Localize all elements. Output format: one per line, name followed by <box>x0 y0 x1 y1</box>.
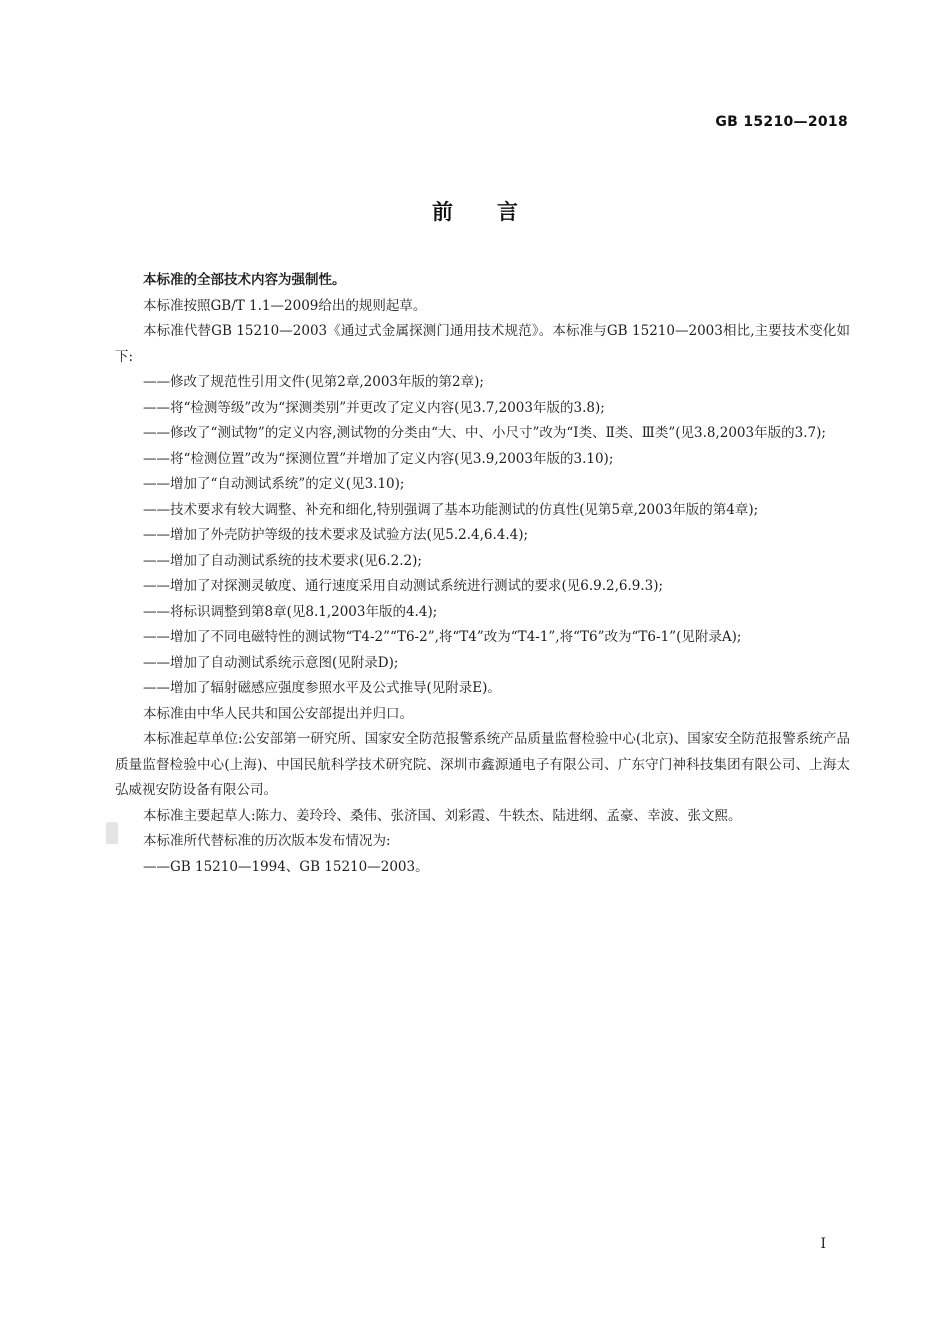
list-item: ——技术要求有较大调整、补充和细化,特别强调了基本功能测试的仿真性(见第5章,2003年版的第4章); <box>143 501 759 518</box>
previous-editions-list: ——GB 15210—1994、GB 15210—2003。 <box>143 858 429 875</box>
list-item: ——增加了不同电磁特性的测试物“T4-2”“T6-2”,将“T4”改为“T4-1”,将“T6”改为“T6-1”(见附录A); <box>143 629 742 645</box>
list-item: ——增加了外壳防护等级的技术要求及试验方法(见5.2.4,6.4.4); <box>143 527 529 543</box>
list-item: ——将“检测位置”改为“探测位置”并增加了定义内容(见3.9,2003年版的3.10); <box>143 450 614 467</box>
proposer-paragraph: 本标准由中华人民共和国公安部提出并归口。 <box>143 705 413 722</box>
drafting-rules-paragraph: 本标准按照GB/T 1.1—2009给出的规则起草。 <box>143 297 427 314</box>
mandatory-statement: 本标准的全部技术内容为强制性。 <box>143 272 346 288</box>
drafters-paragraph: 本标准主要起草人:陈力、姜玲玲、桑伟、张济国、刘彩霞、牛轶杰、陆进纲、孟豪、幸波、张文熙。 <box>143 807 742 824</box>
list-item: ——增加了“自动测试系统”的定义(见3.10); <box>143 476 405 492</box>
page-title: 前言 <box>432 200 562 224</box>
page-number: I <box>820 1236 826 1252</box>
foreword-body <box>115 268 850 880</box>
previous-editions-heading: 本标准所代替标准的历次版本发布情况为: <box>143 833 391 849</box>
list-item: ——增加了自动测试系统的技术要求(见6.2.2); <box>143 552 422 569</box>
list-item: ——增加了自动测试系统示意图(见附录D); <box>143 654 399 671</box>
standard-number: GB 15210—2018 <box>715 114 848 130</box>
list-item: ——将标识调整到第8章(见8.1,2003年版的4.4); <box>143 603 438 620</box>
replacement-paragraph: 本标准代替GB 15210—2003《通过式金属探测门通用技术规范》。本标准与GB 15210—2003相比,主要技术变化如下: <box>115 323 850 365</box>
drafting-units-paragraph: 本标准起草单位:公安部第一研究所、国家安全防范报警系统产品质量监督检验中心(北京)、国家安全防范报警系统产品质量监督检验中心(上海)、中国民航科学技术研究院、深圳市鑫源通电子有限公司、广东守门神科技集团有限公司、上海太弘威视安防设备有限公司。 <box>115 731 850 798</box>
scan-artifact <box>106 822 118 844</box>
list-item: ——增加了辐射磁感应强度参照水平及公式推导(见附录E)。 <box>143 680 501 696</box>
list-item: ——将“检测等级”改为“探测类别”并更改了定义内容(见3.7,2003年版的3.8); <box>143 399 605 416</box>
list-item: ——修改了规范性引用文件(见第2章,2003年版的第2章); <box>143 374 484 390</box>
technical-changes-list <box>115 370 850 702</box>
list-item: ——增加了对探测灵敏度、通行速度采用自动测试系统进行测试的要求(见6.9.2,6.9.3); <box>143 578 664 594</box>
list-item: ——修改了“测试物”的定义内容,测试物的分类由“大、中、小尺寸”改为“Ⅰ类、Ⅱ类、Ⅲ类”(见3.8,2003年版的3.7); <box>143 425 826 441</box>
